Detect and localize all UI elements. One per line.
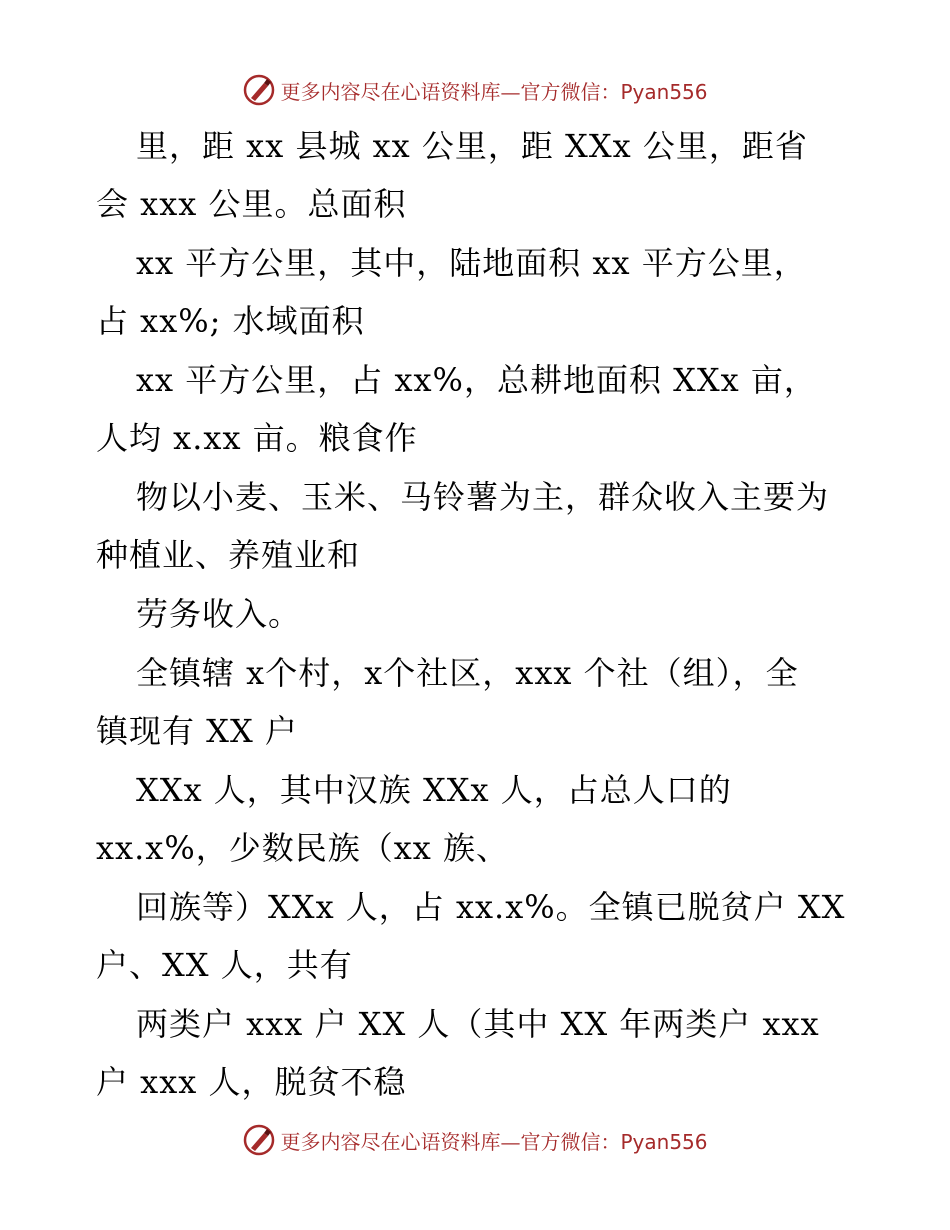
text-line: 人均 x.xx 亩。粮食作 (96, 419, 418, 457)
text-line: xx.x%，少数民族（xx 族、 (96, 829, 509, 867)
text-line: 劳务收入。 (136, 595, 302, 633)
wechat-id: Pyan556 (620, 1129, 708, 1154)
watermark-text: 更多内容尽在心语资料库—官方微信：Pyan556 (280, 79, 708, 104)
text-line: xx 平方公里，其中，陆地面积 xx 平方公里， (136, 244, 807, 282)
text-line: 户 xxx 人，脱贫不稳 (96, 1063, 407, 1101)
text-line: 物以小麦、玉米、马铃薯为主，群众收入主要为 (136, 478, 830, 516)
footer-watermark (0, 1120, 950, 1160)
text-line: 回族等）XXx 人，占 xx.x%。全镇已脱贫户 XX (136, 888, 846, 926)
text-line: XXx 人，其中汉族 XXx 人，占总人口的 (136, 771, 732, 809)
wechat-id: Pyan556 (620, 79, 708, 104)
text-line: 种植业、养殖业和 (96, 536, 361, 574)
text-line: 里，距 xx 县城 xx 公里，距 XXx 公里，距省 (136, 127, 808, 165)
text-line: 镇现有 XX 户 (96, 712, 298, 750)
text-line: 会 xxx 公里。总面积 (96, 185, 407, 223)
text-line: xx 平方公里，占 xx%，总耕地面积 XXx 亩， (136, 361, 817, 399)
watermark-text: 更多内容尽在心语资料库—官方微信：Pyan556 (280, 1129, 708, 1154)
text-line: 户、XX 人，共有 (96, 946, 353, 984)
text-line: 全镇辖 x个村，x个社区，xxx 个社（组），全 (136, 654, 799, 692)
text-line: 占 xx%; 水域面积 (96, 302, 365, 340)
pen-logo-icon (242, 1123, 276, 1157)
text-line: 两类户 xxx 户 XX 人（其中 XX 年两类户 xxx (136, 1005, 820, 1043)
